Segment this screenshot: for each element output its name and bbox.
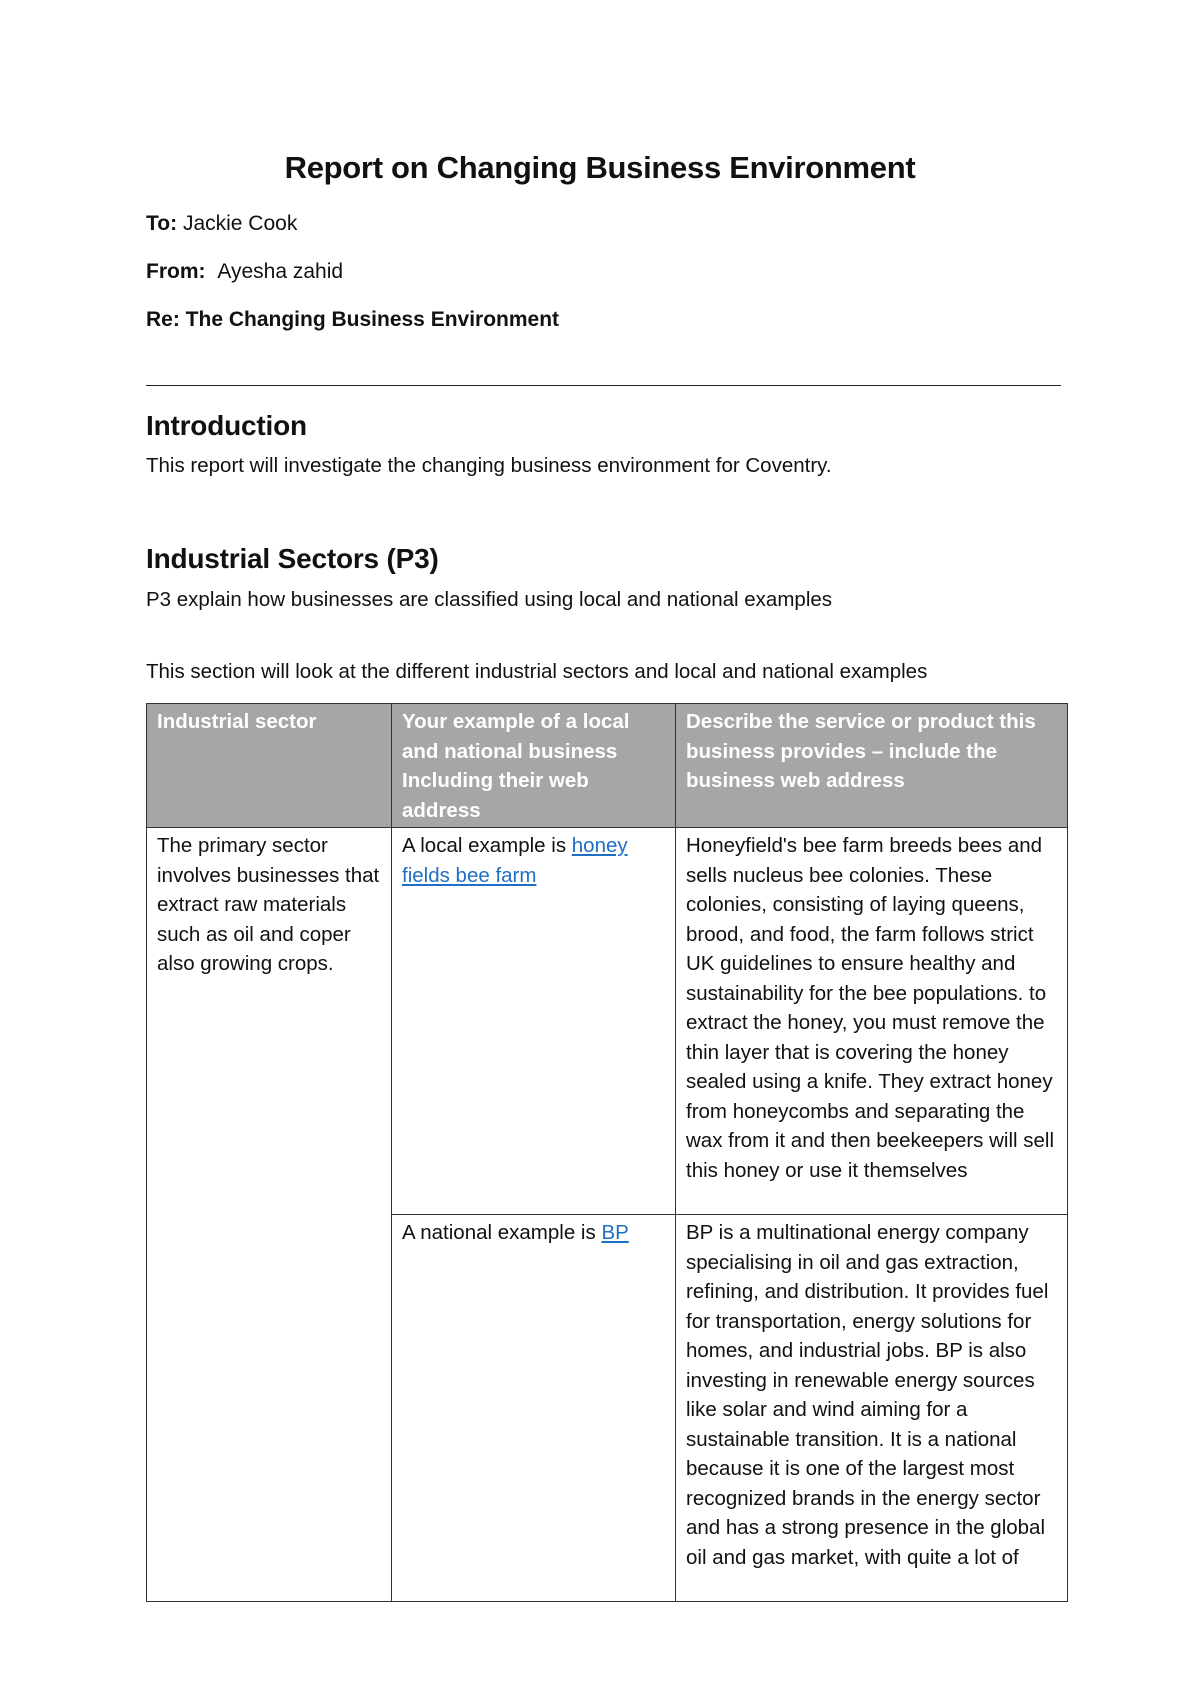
- p3-criteria-text: P3 explain how businesses are classified using local and national examples: [146, 588, 833, 611]
- introduction-heading: Introduction: [146, 410, 307, 441]
- to-value: Jackie Cook: [182, 212, 298, 235]
- from-value: Ayesha zahid: [217, 260, 344, 283]
- to-label: To:: [146, 212, 178, 235]
- table-row: [147, 828, 1068, 1215]
- from-line: [146, 260, 343, 284]
- header-service-description: Describe the service or product this business provides – include the business web address: [676, 704, 1068, 828]
- primary-sector-cell: The primary sector involves businesses that extract raw materials such as oil and coper also growing crops.: [147, 828, 392, 1602]
- introduction-text: This report will investigate the changing business environment for Coventry.: [146, 454, 832, 477]
- local-description-cell: Honeyfield's bee farm breeds bees and sells nucleus bee colonies. These colonies, consisting of laying queens, brood, and food, the farm follows strict UK guidelines to ensure healthy and sustainability for the bee populations. to extract the honey, you must remove the thin layer that is covering the honey sealed using a knife. They extract honey from honeycombs and separating the wax from it and then beekeepers will sell this honey or use it themselves: [676, 828, 1068, 1215]
- local-example-prefix: A local example is: [402, 834, 572, 857]
- national-example-prefix: A national example is: [402, 1221, 602, 1244]
- bp-link[interactable]: BP: [601, 1221, 629, 1244]
- horizontal-rule: [146, 385, 1061, 386]
- re-line: [146, 308, 559, 332]
- header-business-example: Your example of a local and national business Including their web address: [392, 704, 676, 828]
- national-example-cell: [392, 1215, 676, 1602]
- from-label: From:: [146, 260, 206, 283]
- industrial-sectors-table: [146, 703, 1068, 1602]
- honey-fields-link[interactable]: honey fields bee farm: [402, 834, 628, 887]
- re-label: Re: The Changing Business Environment: [146, 308, 560, 331]
- section-intro-text: This section will look at the different industrial sectors and local and national examples: [146, 660, 928, 683]
- local-example-cell: [392, 828, 676, 1215]
- document-title: Report on Changing Business Environment: [284, 150, 916, 185]
- to-line: [146, 212, 297, 236]
- national-description-cell: BP is a multinational energy company specialising in oil and gas extraction, refining, and distribution. It provides fuel for transportation, energy solutions for homes, and industrial jobs. BP is also investing in renewable energy sources like solar and wind aiming for a sustainable transition. It is a national because it is one of the largest most recognized brands in the energy sector and has a strong presence in the global oil and gas market, with quite a lot of: [676, 1215, 1068, 1602]
- header-industrial-sector: Industrial sector: [147, 704, 392, 828]
- table-header-row: [147, 704, 1068, 828]
- industrial-sectors-heading: Industrial Sectors (P3): [146, 543, 439, 574]
